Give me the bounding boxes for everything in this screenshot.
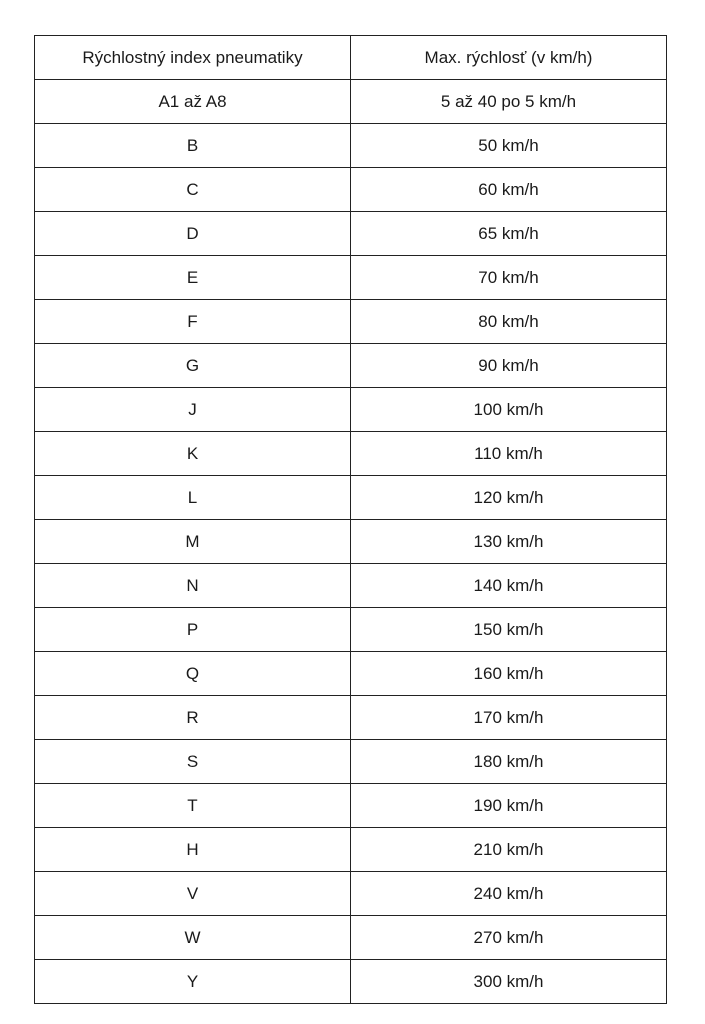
table-row <box>35 344 667 388</box>
max-speed-cell: 270 km/h <box>351 916 667 960</box>
table-row <box>35 652 667 696</box>
max-speed-cell: 100 km/h <box>351 388 667 432</box>
max-speed-cell: 140 km/h <box>351 564 667 608</box>
speed-index-cell: S <box>35 740 351 784</box>
table-row <box>35 564 667 608</box>
table-row <box>35 828 667 872</box>
speed-index-table <box>34 35 667 1004</box>
max-speed-cell: 150 km/h <box>351 608 667 652</box>
speed-index-cell: T <box>35 784 351 828</box>
table-row <box>35 476 667 520</box>
speed-index-cell: M <box>35 520 351 564</box>
column-header-speed-index: Rýchlostný index pneumatiky <box>35 36 351 80</box>
speed-index-cell: R <box>35 696 351 740</box>
table-row <box>35 696 667 740</box>
max-speed-cell: 170 km/h <box>351 696 667 740</box>
max-speed-cell: 60 km/h <box>351 168 667 212</box>
table-row <box>35 212 667 256</box>
speed-index-cell: F <box>35 300 351 344</box>
table-row <box>35 520 667 564</box>
max-speed-cell: 190 km/h <box>351 784 667 828</box>
table-row <box>35 388 667 432</box>
max-speed-cell: 300 km/h <box>351 960 667 1004</box>
speed-index-cell: B <box>35 124 351 168</box>
max-speed-cell: 160 km/h <box>351 652 667 696</box>
speed-index-cell: K <box>35 432 351 476</box>
max-speed-cell: 70 km/h <box>351 256 667 300</box>
table-row <box>35 256 667 300</box>
table-header-row <box>35 36 667 80</box>
max-speed-cell: 80 km/h <box>351 300 667 344</box>
speed-index-cell: V <box>35 872 351 916</box>
table-header <box>35 36 667 80</box>
table-row <box>35 872 667 916</box>
table-row <box>35 432 667 476</box>
speed-index-cell: C <box>35 168 351 212</box>
max-speed-cell: 5 až 40 po 5 km/h <box>351 80 667 124</box>
speed-index-cell: D <box>35 212 351 256</box>
table-row <box>35 916 667 960</box>
speed-index-cell: H <box>35 828 351 872</box>
max-speed-cell: 50 km/h <box>351 124 667 168</box>
table-row <box>35 740 667 784</box>
max-speed-cell: 130 km/h <box>351 520 667 564</box>
max-speed-cell: 240 km/h <box>351 872 667 916</box>
table-body <box>35 80 667 1004</box>
speed-index-cell: E <box>35 256 351 300</box>
table-row <box>35 960 667 1004</box>
speed-index-cell: Y <box>35 960 351 1004</box>
table-row <box>35 168 667 212</box>
table-row <box>35 80 667 124</box>
column-header-max-speed: Max. rýchlosť (v km/h) <box>351 36 667 80</box>
max-speed-cell: 210 km/h <box>351 828 667 872</box>
speed-index-cell: W <box>35 916 351 960</box>
max-speed-cell: 90 km/h <box>351 344 667 388</box>
speed-index-cell: G <box>35 344 351 388</box>
speed-index-cell: Q <box>35 652 351 696</box>
speed-index-cell: J <box>35 388 351 432</box>
max-speed-cell: 65 km/h <box>351 212 667 256</box>
speed-index-cell: P <box>35 608 351 652</box>
table-row <box>35 784 667 828</box>
max-speed-cell: 180 km/h <box>351 740 667 784</box>
speed-index-cell: L <box>35 476 351 520</box>
table-row <box>35 300 667 344</box>
speed-index-cell: A1 až A8 <box>35 80 351 124</box>
max-speed-cell: 110 km/h <box>351 432 667 476</box>
table-row <box>35 124 667 168</box>
max-speed-cell: 120 km/h <box>351 476 667 520</box>
table-row <box>35 608 667 652</box>
speed-index-cell: N <box>35 564 351 608</box>
